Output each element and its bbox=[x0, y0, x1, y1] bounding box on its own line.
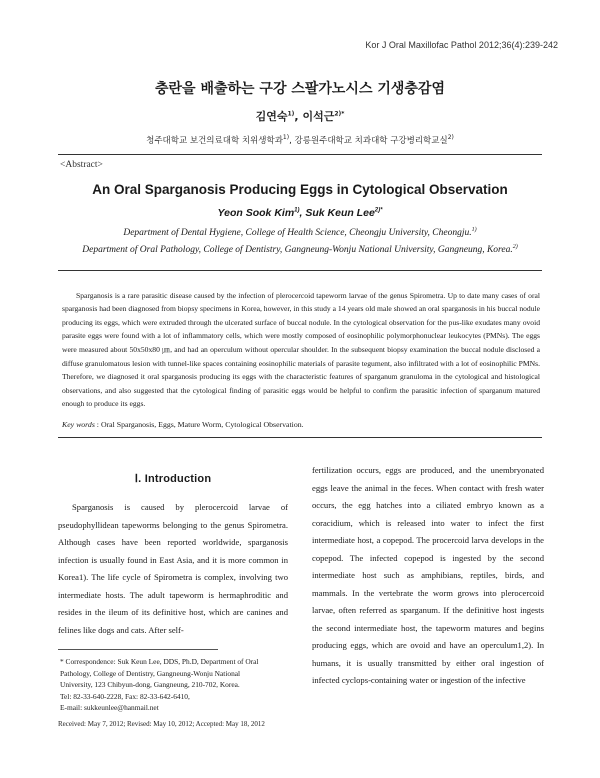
footnote-line-5: E-mail: sukkeunlee@hanmail.net bbox=[60, 703, 159, 713]
correspondence-footnote bbox=[58, 656, 288, 714]
english-author-1: Yeon Sook Kim bbox=[217, 207, 295, 219]
keywords-label: Key words bbox=[62, 420, 95, 429]
footnote-line-3: University, 123 Chibyun-dong, Gangneung, 210-702, Korea. bbox=[60, 680, 240, 690]
abstract-bottom-divider bbox=[58, 437, 542, 438]
journal-reference: Kor J Oral Maxillofac Pathol 2012;36(4):239-242 bbox=[365, 40, 558, 50]
abstract-body: Sparganosis is a rare parasitic disease caused by the infection of plerocercoid tapeworm larvae of the genus Spirometra. Up to date many cases of oral sparganosis had been diagnosed from biopsy specimens in Korea, however, in this study a 14 years old male showed an oral sparganosis in his buccal nodule producing its eggs, which were extruded through the ulcerated surface of buccal nodule. In the cytological observation for the pus-like exudates many ovoid parasite eggs were found with a lot of inflammatory cells, which were mostly composed of eosinophilic polymorphonuclear leukocytes (PMNs). The eggs were measured about 50x50x80 ㎛, and had an operculum without opercular shoulder. In the subsequent biopsy examination the buccal nodule disclosed a diffuse granulomatous lesion with tunnel-like spaces containing eosinophilic materials of parasite tegument, also infiltrated with a lot of eosinophilic PMNs. Therefore, we diagnosed it oral sparganosis producing its eggs with the characteristic features of sparganum granuloma in the cytological and histological observations, and also suggested that the cytological finding of parasitic eggs would be helpful to confirm the parasitic infection of sparganum matured enough to produce its eggs. bbox=[62, 290, 540, 409]
korean-author-1-sup: 1) bbox=[287, 110, 295, 118]
korean-author-2: 이석근 bbox=[302, 110, 335, 123]
english-author-1-sup: 1) bbox=[294, 207, 300, 214]
english-affiliation-2-text: Department of Oral Pathology, College of Dentistry, Gangneung-Wonju National University, Gangneung, Korea. bbox=[82, 245, 513, 255]
introduction-left-text: Sparganosis is caused by plerocercoid larvae of pseudophyllidean tapeworms belonging to the genus Spirometra. Although cases have been reported worldwide, sparganosis infection is usually found in East Asia, and it is more common in Korea1). The life cycle of Spirometra is complex, involving two intermediate hosts. The adult tapeworm is hermaphroditic and resides in the ileum of its definitive host, which are canines and felines like dogs and cats. After self- bbox=[58, 502, 288, 635]
received-dates: Received: May 7, 2012; Revised: May 10, 2012; Accepted: May 18, 2012 bbox=[58, 719, 265, 728]
footnote-line-1: * Correspondence: Suk Keun Lee, DDS, Ph.D, Department of Oral bbox=[60, 657, 259, 666]
footnote-line-4: Tel: 82-33-640-2228, Fax: 82-33-642-6410, bbox=[60, 691, 190, 701]
keywords bbox=[62, 420, 540, 429]
abstract-top-divider bbox=[58, 270, 542, 271]
korean-affiliation-2-sup: 2) bbox=[447, 134, 454, 142]
english-title: An Oral Sparganosis Producing Eggs in Cytological Observation bbox=[92, 182, 508, 197]
footnote-divider bbox=[58, 649, 218, 650]
korean-affiliations bbox=[0, 134, 600, 146]
korean-affiliation-2: 강릉원주대학교 치과대학 구강병리학교실 bbox=[294, 136, 448, 146]
english-author-separator: , bbox=[299, 207, 306, 219]
introduction-heading: Ⅰ. Introduction bbox=[134, 473, 212, 485]
english-affiliation-1-sup: 1) bbox=[471, 226, 477, 233]
korean-authors bbox=[0, 108, 600, 124]
korean-affiliation-separator: , bbox=[289, 136, 295, 146]
english-author-2-sup: 2)* bbox=[374, 207, 383, 214]
english-affiliation-2 bbox=[0, 245, 600, 255]
english-author-2: Suk Keun Lee bbox=[305, 207, 375, 219]
korean-affiliation-1: 청주대학교 보건의료대학 치위생학과 bbox=[146, 136, 283, 146]
korean-author-2-sup: 2)* bbox=[334, 110, 345, 118]
footnote-line-2: Pathology, College of Dentistry, Gangneung-Wonju National bbox=[60, 668, 241, 678]
abstract-tag: <Abstract> bbox=[60, 160, 103, 170]
korean-author-separator: , bbox=[294, 110, 303, 123]
english-affiliation-1-text: Department of Dental Hygiene, College of Health Science, Cheongju University, Cheongju. bbox=[123, 228, 472, 238]
keywords-separator: : bbox=[94, 420, 101, 429]
english-affiliation-2-sup: 2) bbox=[512, 243, 518, 250]
top-divider bbox=[58, 154, 542, 155]
left-column bbox=[58, 462, 288, 728]
korean-affiliation-1-sup: 1) bbox=[282, 134, 290, 142]
right-column bbox=[312, 462, 544, 690]
english-affiliation-1 bbox=[0, 228, 600, 238]
korean-author-1: 김연숙 bbox=[255, 110, 288, 123]
english-authors bbox=[0, 207, 600, 219]
introduction-right-text: fertilization occurs, eggs are produced, and the unembryonated eggs leave the animal in the feces. When contact with fresh water occurs, the egg hatches into a ciliated embryo known as a coracidium, which is released into water to infect the first intermediate host, a copepod. The procercoid larva develops in the copepod. The infected copepod is ingested by the second intermediate host such as amphibians, reptiles, birds, and mammals. In the vertebrate the worm grows into plerocercoid larvae, often referred as sparganum. If the definitive host ingests the second intermediate host, the tapeworm matures and begins producing eggs, which are ovoid and have an operculum1,2). In humans, it is usually transmitted by either oral ingestion of infected cyclops-containing water or ingestion of the infective bbox=[312, 465, 544, 685]
korean-title: 충란을 배출하는 구강 스팔가노시스 기생충감염 bbox=[155, 81, 445, 97]
keywords-values: Oral Sparganosis, Eggs, Mature Worm, Cytological Observation. bbox=[100, 420, 304, 429]
